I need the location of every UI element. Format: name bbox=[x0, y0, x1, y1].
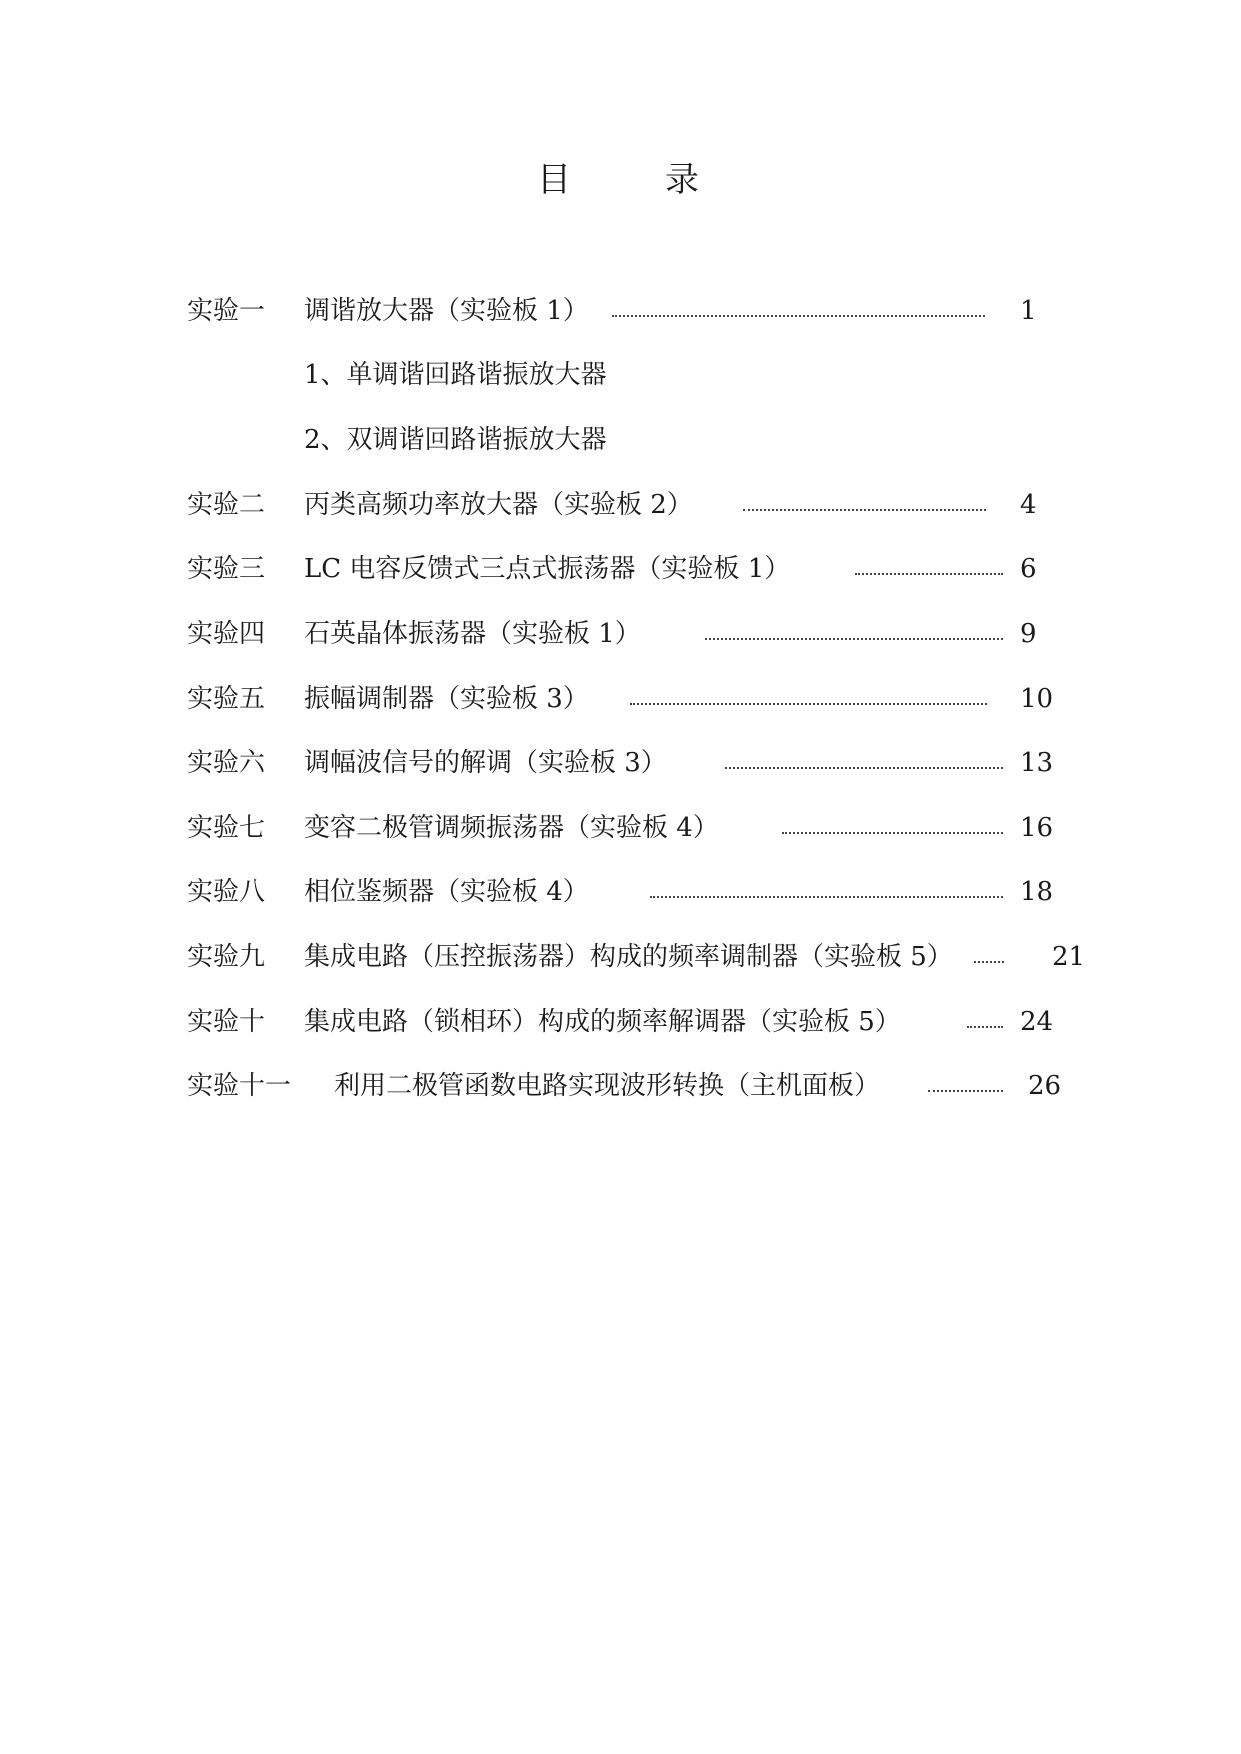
toc-title: 丙类高频功率放大器（实验板 2） bbox=[304, 490, 693, 520]
toc-leader bbox=[725, 767, 1003, 769]
toc-leader bbox=[630, 703, 987, 705]
toc-number: 实验七 bbox=[187, 813, 266, 843]
toc-subtitle: 2、双调谐回路谐振放大器 bbox=[304, 425, 607, 455]
toc-leader bbox=[650, 896, 1003, 898]
toc-number: 实验一 bbox=[187, 296, 266, 326]
toc-entry[interactable] bbox=[0, 937, 1241, 977]
toc-title: 变容二极管调频振荡器（实验板 4） bbox=[304, 813, 719, 843]
toc-number: 实验六 bbox=[187, 748, 266, 778]
toc-number: 实验四 bbox=[187, 619, 266, 649]
toc-entry[interactable] bbox=[0, 291, 1241, 331]
toc-entry[interactable] bbox=[0, 485, 1241, 525]
toc-page-number: 16 bbox=[1020, 813, 1054, 843]
toc-leader bbox=[782, 832, 1003, 834]
toc-leader bbox=[855, 573, 1003, 575]
toc-title: 调谐放大器（实验板 1） bbox=[304, 296, 589, 326]
toc-page-number: 9 bbox=[1020, 619, 1037, 649]
toc-title: LC 电容反馈式三点式振荡器（实验板 1） bbox=[304, 554, 791, 584]
toc-leader bbox=[705, 638, 1003, 640]
toc-entry[interactable] bbox=[0, 808, 1241, 848]
toc-entry[interactable] bbox=[0, 549, 1241, 589]
toc-entry[interactable] bbox=[0, 1066, 1241, 1106]
toc-page-number: 1 bbox=[1020, 296, 1037, 326]
title-char-1: 目 bbox=[537, 160, 571, 200]
title-char-2: 录 bbox=[665, 160, 699, 200]
toc-subtitle: 1、单调谐回路谐振放大器 bbox=[304, 360, 607, 390]
toc-title: 集成电路（锁相环）构成的频率解调器（实验板 5） bbox=[304, 1007, 901, 1037]
toc-number: 实验八 bbox=[187, 877, 266, 907]
toc-title: 调幅波信号的解调（实验板 3） bbox=[304, 748, 667, 778]
toc-page-number: 18 bbox=[1020, 877, 1054, 907]
toc-subentry[interactable] bbox=[0, 355, 1241, 395]
toc-leader bbox=[967, 1026, 1003, 1028]
toc-title: 振幅调制器（实验板 3） bbox=[304, 684, 589, 714]
toc-page-number: 26 bbox=[1028, 1071, 1062, 1101]
toc-page-number: 13 bbox=[1020, 748, 1054, 778]
toc-leader bbox=[743, 509, 986, 511]
toc-subentry[interactable] bbox=[0, 420, 1241, 460]
toc-leader bbox=[974, 961, 1004, 963]
toc-number: 实验九 bbox=[187, 942, 266, 972]
toc-page-number: 24 bbox=[1020, 1007, 1054, 1037]
toc-page-number: 6 bbox=[1020, 554, 1037, 584]
toc-title: 石英晶体振荡器（实验板 1） bbox=[304, 619, 641, 649]
toc-page-number: 21 bbox=[1052, 942, 1086, 972]
toc-page-number: 4 bbox=[1020, 490, 1037, 520]
toc-entry[interactable] bbox=[0, 614, 1241, 654]
toc-title: 集成电路（压控振荡器）构成的频率调制器（实验板 5） bbox=[304, 942, 953, 972]
toc-number: 实验二 bbox=[187, 490, 266, 520]
toc-entry[interactable] bbox=[0, 743, 1241, 783]
page-title bbox=[0, 158, 1241, 202]
toc-title: 利用二极管函数电路实现波形转换（主机面板） bbox=[334, 1071, 881, 1101]
toc-title: 相位鉴频器（实验板 4） bbox=[304, 877, 589, 907]
toc-leader bbox=[928, 1090, 1003, 1092]
toc-leader bbox=[612, 315, 985, 317]
toc-page-number: 10 bbox=[1020, 684, 1054, 714]
toc-number: 实验三 bbox=[187, 554, 266, 584]
toc-number: 实验五 bbox=[187, 684, 266, 714]
toc-entry[interactable] bbox=[0, 679, 1241, 719]
toc-number: 实验十 bbox=[187, 1007, 266, 1037]
toc-entry[interactable] bbox=[0, 1002, 1241, 1042]
toc-entry[interactable] bbox=[0, 872, 1241, 912]
toc-number: 实验十一 bbox=[187, 1071, 292, 1101]
